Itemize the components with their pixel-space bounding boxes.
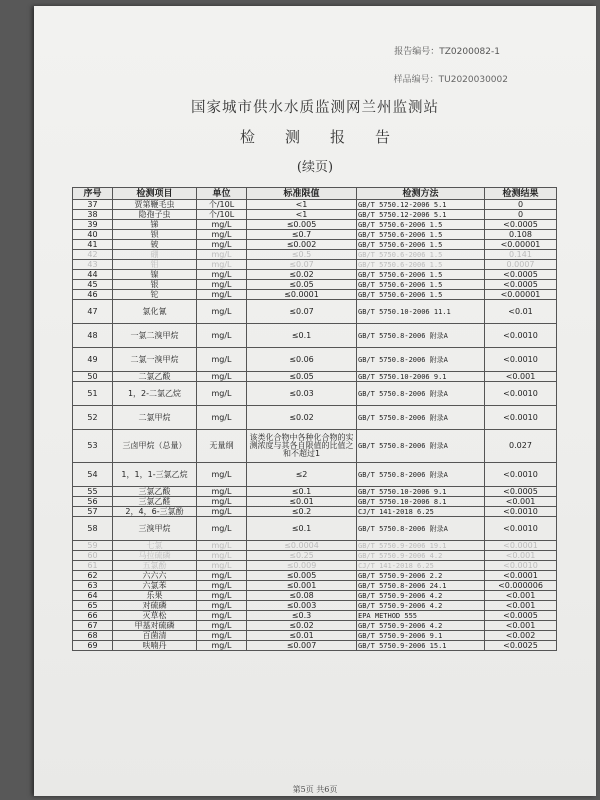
cell-unit: mg/L: [197, 541, 247, 551]
cell-item: 锑: [113, 220, 197, 230]
cell-item: 隐孢子虫: [113, 210, 197, 220]
cell-result: <0.0001: [485, 571, 557, 581]
cell-limit: ≤0.0001: [247, 290, 357, 300]
cell-item: 三氯乙酸: [113, 487, 197, 497]
cell-no: 57: [73, 507, 113, 517]
cell-method: GB/T 5750.8-2006 附录A: [357, 406, 485, 430]
cell-item: 2，4，6-三氯酚: [113, 507, 197, 517]
cell-unit: mg/L: [197, 571, 247, 581]
cell-unit: mg/L: [197, 300, 247, 324]
cell-unit: mg/L: [197, 581, 247, 591]
cell-item: 呋喃丹: [113, 641, 197, 651]
cell-item: 硼: [113, 250, 197, 260]
table-row: [73, 621, 557, 631]
cell-result: <0.001: [485, 621, 557, 631]
table-row: [73, 324, 557, 348]
cell-item: 六氯苯: [113, 581, 197, 591]
cell-result: <0.0001: [485, 541, 557, 551]
cell-limit: ≤0.7: [247, 230, 357, 240]
cell-result: <0.0005: [485, 611, 557, 621]
cell-item: 灭草松: [113, 611, 197, 621]
cell-no: 64: [73, 591, 113, 601]
cell-limit: ≤0.0004: [247, 541, 357, 551]
table-row: [73, 348, 557, 372]
cell-method: GB/T 5750.8-2006 附录A: [357, 430, 485, 463]
organization-name: 国家城市供水水质监测网兰州监测站: [191, 100, 439, 116]
cell-unit: mg/L: [197, 230, 247, 240]
cell-limit: ≤0.1: [247, 487, 357, 497]
cell-unit: mg/L: [197, 290, 247, 300]
cell-no: 58: [73, 517, 113, 541]
cell-unit: mg/L: [197, 621, 247, 631]
cell-unit: mg/L: [197, 631, 247, 641]
cell-method: GB/T 5750.10-2006 11.1: [357, 300, 485, 324]
cell-result: <0.0010: [485, 507, 557, 517]
cell-method: GB/T 5750.6-2006 1.5: [357, 250, 485, 260]
cell-no: 56: [73, 497, 113, 507]
cell-method: GB/T 5750.6-2006 1.5: [357, 230, 485, 240]
cell-no: 42: [73, 250, 113, 260]
cell-unit: mg/L: [197, 601, 247, 611]
cell-no: 47: [73, 300, 113, 324]
cell-item: 甲基对硫磷: [113, 621, 197, 631]
column-header-method: 检测方法: [357, 188, 485, 200]
column-header-result: 检测结果: [485, 188, 557, 200]
table-row: [73, 591, 557, 601]
cell-limit: ≤0.2: [247, 507, 357, 517]
cell-limit: ≤0.005: [247, 571, 357, 581]
cell-limit: ≤0.02: [247, 621, 357, 631]
cell-limit: ≤0.005: [247, 220, 357, 230]
cell-method: GB/T 5750.6-2006 1.5: [357, 240, 485, 250]
cell-item: 1，1，1-三氯乙烷: [113, 463, 197, 487]
results-table: [72, 187, 557, 651]
cell-item: 三卤甲烷（总量）: [113, 430, 197, 463]
cell-method: GB/T 5750.12-2006 5.1: [357, 210, 485, 220]
cell-item: 铊: [113, 290, 197, 300]
cell-result: 0.027: [485, 430, 557, 463]
cell-unit: mg/L: [197, 497, 247, 507]
report-subtitle: (续页): [296, 160, 334, 175]
cell-limit: 该类化合物中各种化合物的实测浓度与其各自限值的比值之和不超过1: [247, 430, 357, 463]
cell-result: <0.001: [485, 372, 557, 382]
cell-no: 41: [73, 240, 113, 250]
cell-no: 52: [73, 406, 113, 430]
cell-method: CJ/T 141-2018 6.25: [357, 507, 485, 517]
cell-unit: mg/L: [197, 561, 247, 571]
cell-item: 银: [113, 280, 197, 290]
cell-item: 钼: [113, 260, 197, 270]
cell-result: <0.0010: [485, 406, 557, 430]
column-header-limit: 标准限值: [247, 188, 357, 200]
cell-item: 贾第鞭毛虫: [113, 200, 197, 210]
cell-result: <0.0005: [485, 270, 557, 280]
cell-method: GB/T 5750.9-2006 4.2: [357, 601, 485, 611]
cell-item: 乐果: [113, 591, 197, 601]
cell-method: GB/T 5750.8-2006 24.1: [357, 581, 485, 591]
cell-no: 46: [73, 290, 113, 300]
cell-no: 43: [73, 260, 113, 270]
cell-method: GB/T 5750.6-2006 1.5: [357, 220, 485, 230]
cell-unit: 无量纲: [197, 430, 247, 463]
cell-method: GB/T 5750.6-2006 1.5: [357, 260, 485, 270]
cell-no: 50: [73, 372, 113, 382]
cell-method: GB/T 5750.8-2006 附录A: [357, 463, 485, 487]
table-row: [73, 561, 557, 571]
cell-unit: mg/L: [197, 280, 247, 290]
table-row: [73, 611, 557, 621]
cell-result: <0.0005: [485, 220, 557, 230]
cell-item: 三氯乙醛: [113, 497, 197, 507]
table-row: [73, 250, 557, 260]
cell-method: GB/T 5750.9-2006 2.2: [357, 571, 485, 581]
cell-no: 40: [73, 230, 113, 240]
cell-method: GB/T 5750.9-2006 15.1: [357, 641, 485, 651]
cell-no: 51: [73, 382, 113, 406]
cell-result: <0.0010: [485, 463, 557, 487]
table-row: [73, 541, 557, 551]
cell-no: 48: [73, 324, 113, 348]
cell-unit: mg/L: [197, 270, 247, 280]
cell-item: 五氯酚: [113, 561, 197, 571]
cell-unit: mg/L: [197, 260, 247, 270]
cell-result: <0.0010: [485, 517, 557, 541]
cell-limit: ≤0.06: [247, 348, 357, 372]
cell-limit: ≤0.01: [247, 497, 357, 507]
cell-result: 0.141: [485, 250, 557, 260]
cell-unit: mg/L: [197, 517, 247, 541]
cell-method: GB/T 5750.10-2006 9.1: [357, 372, 485, 382]
cell-result: <0.001: [485, 601, 557, 611]
table-row: [73, 240, 557, 250]
cell-limit: ≤0.1: [247, 324, 357, 348]
cell-no: 45: [73, 280, 113, 290]
table-row: [73, 290, 557, 300]
table-row: [73, 406, 557, 430]
cell-unit: mg/L: [197, 406, 247, 430]
report-title: 检测报告: [239, 128, 420, 146]
cell-method: GB/T 5750.6-2006 1.5: [357, 290, 485, 300]
table-row: [73, 382, 557, 406]
cell-method: GB/T 5750.9-2006 4.2: [357, 591, 485, 601]
cell-result: 0: [485, 200, 557, 210]
cell-item: 六六六: [113, 571, 197, 581]
cell-method: GB/T 5750.10-2006 8.1: [357, 497, 485, 507]
table-row: [73, 210, 557, 220]
cell-item: 二氯甲烷: [113, 406, 197, 430]
cell-item: 氯化氰: [113, 300, 197, 324]
cell-limit: ≤2: [247, 463, 357, 487]
table-row: [73, 631, 557, 641]
cell-limit: ≤0.25: [247, 551, 357, 561]
cell-no: 69: [73, 641, 113, 651]
cell-no: 38: [73, 210, 113, 220]
cell-item: 马拉硫磷: [113, 551, 197, 561]
column-header-no: 序号: [73, 188, 113, 200]
cell-method: GB/T 5750.6-2006 1.5: [357, 270, 485, 280]
cell-item: 对硫磷: [113, 601, 197, 611]
table-row: [73, 270, 557, 280]
table-row: [73, 280, 557, 290]
cell-method: GB/T 5750.12-2006 5.1: [357, 200, 485, 210]
cell-result: <0.002: [485, 631, 557, 641]
cell-result: <0.0005: [485, 487, 557, 497]
cell-method: EPA METHOD 555: [357, 611, 485, 621]
cell-limit: ≤0.01: [247, 631, 357, 641]
table-row: [73, 571, 557, 581]
cell-item: 一氯二溴甲烷: [113, 324, 197, 348]
column-header-item: 检测项目: [113, 188, 197, 200]
table-row: [73, 487, 557, 497]
cell-limit: ≤0.07: [247, 300, 357, 324]
cell-result: <0.0010: [485, 561, 557, 571]
cell-result: <0.001: [485, 591, 557, 601]
table-row: [73, 372, 557, 382]
column-header-unit: 单位: [197, 188, 247, 200]
table-row: [73, 551, 557, 561]
cell-result: <0.0025: [485, 641, 557, 651]
cell-no: 65: [73, 601, 113, 611]
cell-unit: mg/L: [197, 250, 247, 260]
cell-no: 62: [73, 571, 113, 581]
cell-item: 百菌清: [113, 631, 197, 641]
cell-result: <0.0010: [485, 324, 557, 348]
cell-limit: ≤0.007: [247, 641, 357, 651]
cell-limit: ≤0.003: [247, 601, 357, 611]
cell-method: GB/T 5750.6-2006 1.5: [357, 280, 485, 290]
cell-result: <0.000006: [485, 581, 557, 591]
table-row: [73, 463, 557, 487]
table-row: [73, 200, 557, 210]
cell-item: 二氯一溴甲烷: [113, 348, 197, 372]
cell-method: GB/T 5750.8-2006 附录A: [357, 324, 485, 348]
cell-unit: 个/10L: [197, 210, 247, 220]
table-header-row: [73, 188, 557, 200]
cell-no: 59: [73, 541, 113, 551]
cell-method: GB/T 5750.8-2006 附录A: [357, 517, 485, 541]
page-footer: 第5页 共6页: [292, 785, 338, 794]
cell-limit: ≤0.08: [247, 591, 357, 601]
cell-unit: mg/L: [197, 551, 247, 561]
cell-result: <0.01: [485, 300, 557, 324]
cell-limit: ≤0.002: [247, 240, 357, 250]
cell-limit: ≤0.009: [247, 561, 357, 571]
cell-item: 1，2-二氯乙烷: [113, 382, 197, 406]
cell-unit: mg/L: [197, 324, 247, 348]
cell-limit: <1: [247, 210, 357, 220]
table-row: [73, 230, 557, 240]
cell-result: <0.00001: [485, 290, 557, 300]
cell-limit: ≤0.001: [247, 581, 357, 591]
cell-item: 二氯乙酸: [113, 372, 197, 382]
cell-method: GB/T 5750.9-2006 4.2: [357, 621, 485, 631]
cell-no: 60: [73, 551, 113, 561]
cell-unit: mg/L: [197, 611, 247, 621]
cell-unit: mg/L: [197, 240, 247, 250]
cell-unit: mg/L: [197, 382, 247, 406]
cell-unit: mg/L: [197, 463, 247, 487]
cell-method: GB/T 5750.9-2006 9.1: [357, 631, 485, 641]
cell-no: 55: [73, 487, 113, 497]
cell-unit: 个/10L: [197, 200, 247, 210]
cell-item: 七氯: [113, 541, 197, 551]
report-page: [34, 6, 596, 796]
cell-limit: ≤0.02: [247, 270, 357, 280]
cell-limit: ≤0.05: [247, 372, 357, 382]
cell-no: 44: [73, 270, 113, 280]
table-row: [73, 581, 557, 591]
cell-no: 49: [73, 348, 113, 372]
cell-limit: ≤0.05: [247, 280, 357, 290]
cell-no: 53: [73, 430, 113, 463]
cell-no: 67: [73, 621, 113, 631]
cell-no: 63: [73, 581, 113, 591]
cell-item: 钡: [113, 230, 197, 240]
table-row: [73, 497, 557, 507]
sample-number: 样品编号：TU2020030002: [393, 75, 508, 85]
cell-result: <0.001: [485, 551, 557, 561]
cell-unit: mg/L: [197, 372, 247, 382]
cell-method: GB/T 5750.8-2006 附录A: [357, 382, 485, 406]
table-row: [73, 601, 557, 611]
cell-result: 0.108: [485, 230, 557, 240]
table-row: [73, 260, 557, 270]
table-row: [73, 507, 557, 517]
cell-method: GB/T 5750.9-2006 19.1: [357, 541, 485, 551]
cell-result: 0: [485, 210, 557, 220]
cell-result: <0.0010: [485, 348, 557, 372]
cell-no: 61: [73, 561, 113, 571]
table-row: [73, 430, 557, 463]
cell-no: 37: [73, 200, 113, 210]
report-number: 报告编号：TZ0200082-1: [394, 47, 500, 57]
table-row: [73, 220, 557, 230]
cell-limit: ≤0.3: [247, 611, 357, 621]
table-row: [73, 517, 557, 541]
cell-result: <0.001: [485, 497, 557, 507]
cell-no: 68: [73, 631, 113, 641]
cell-limit: ≤0.1: [247, 517, 357, 541]
cell-item: 铍: [113, 240, 197, 250]
cell-unit: mg/L: [197, 487, 247, 497]
cell-no: 39: [73, 220, 113, 230]
cell-method: CJ/T 141-2018 6.25: [357, 561, 485, 571]
cell-limit: ≤0.07: [247, 260, 357, 270]
table-row: [73, 641, 557, 651]
cell-unit: mg/L: [197, 348, 247, 372]
cell-limit: ≤0.02: [247, 406, 357, 430]
table-row: [73, 300, 557, 324]
cell-unit: mg/L: [197, 641, 247, 651]
cell-limit: ≤0.03: [247, 382, 357, 406]
cell-method: GB/T 5750.10-2006 9.1: [357, 487, 485, 497]
cell-method: GB/T 5750.8-2006 附录A: [357, 348, 485, 372]
cell-item: 三溴甲烷: [113, 517, 197, 541]
cell-result: <0.00001: [485, 240, 557, 250]
cell-limit: ≤0.5: [247, 250, 357, 260]
cell-no: 54: [73, 463, 113, 487]
cell-result: <0.0005: [485, 280, 557, 290]
cell-unit: mg/L: [197, 220, 247, 230]
cell-result: 0.0007: [485, 260, 557, 270]
cell-item: 镍: [113, 270, 197, 280]
cell-no: 66: [73, 611, 113, 621]
cell-unit: mg/L: [197, 591, 247, 601]
cell-unit: mg/L: [197, 507, 247, 517]
cell-result: <0.0010: [485, 382, 557, 406]
cell-method: GB/T 5750.9-2006 4.2: [357, 551, 485, 561]
cell-limit: <1: [247, 200, 357, 210]
